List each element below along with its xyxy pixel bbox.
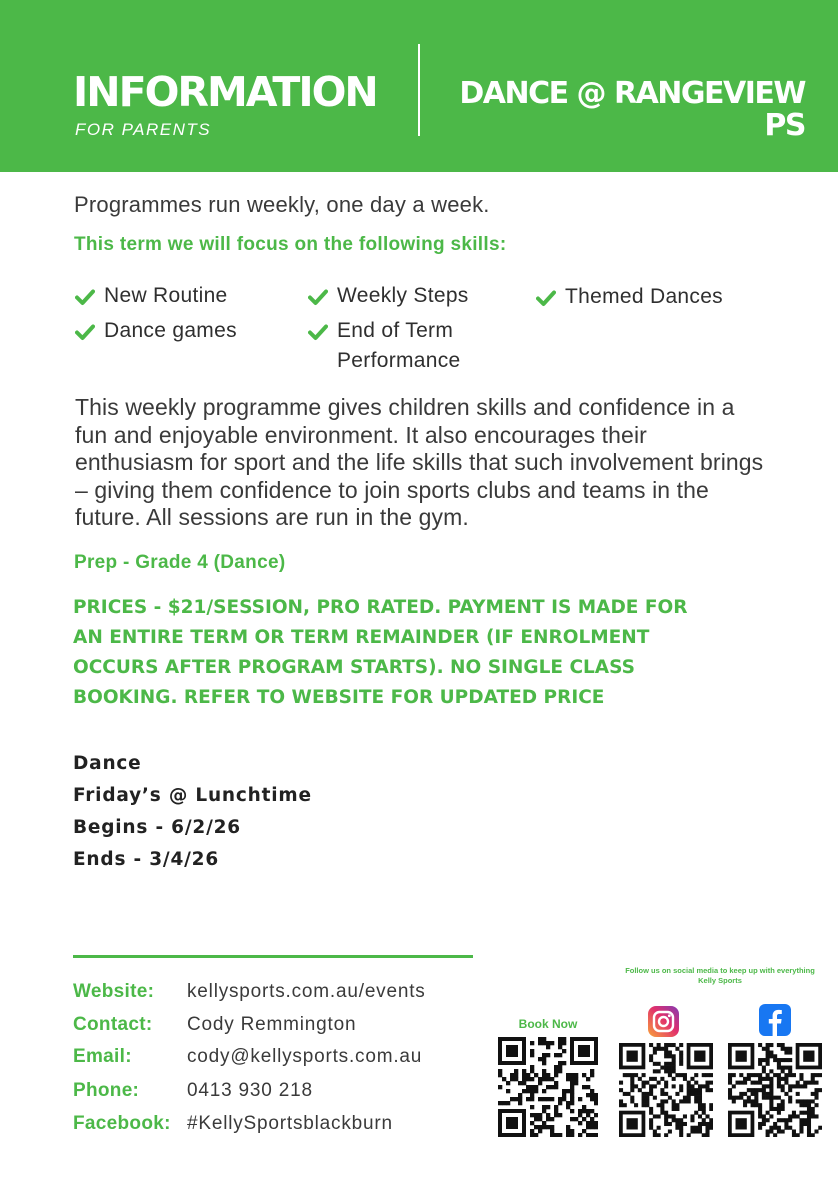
- end-date: Ends - 3/4/26: [73, 849, 220, 870]
- skill-label: End of Term Performance: [337, 319, 461, 372]
- book-now-qr-code[interactable]: [498, 1037, 598, 1137]
- intro-text: Programmes run weekly, one day a week.: [74, 192, 490, 217]
- check-icon: [308, 287, 328, 307]
- check-icon: [536, 288, 556, 308]
- instagram-qr-code[interactable]: [619, 1043, 713, 1137]
- programme-description: This weekly programme gives children skills and confidence in a fun and enjoyable environment. It also encourages their enthusiasm for sport and the life skills that such involvement brings – giving them confidence to join sports clubs and teams in the future. All sessions are run in the gym.: [75, 394, 764, 530]
- skill-item: [75, 281, 228, 311]
- check-icon: [75, 287, 95, 307]
- facebook-handle[interactable]: #KellySportsblackburn: [187, 1113, 393, 1134]
- website-link[interactable]: kellysports.com.au/events: [187, 981, 426, 1002]
- skill-item: [536, 282, 723, 312]
- age-group: Prep - Grade 4 (Dance): [74, 552, 286, 573]
- check-icon: [308, 322, 328, 342]
- website-label: Website:: [73, 981, 155, 1002]
- info-subtitle: FOR PARENTS: [75, 120, 212, 139]
- book-now-label: Book Now: [518, 1017, 578, 1031]
- activity-name: Dance: [73, 753, 142, 774]
- check-icon: [75, 322, 95, 342]
- contact-row-contact: [73, 1014, 356, 1036]
- skill-label: Weekly Steps: [337, 284, 469, 307]
- info-title: INFORMATION: [73, 68, 377, 116]
- session-details: [73, 748, 312, 876]
- phone-label: Phone:: [73, 1080, 140, 1101]
- skill-label: New Routine: [104, 284, 228, 307]
- email-label: Email:: [73, 1046, 132, 1067]
- facebook-icon[interactable]: [759, 1004, 791, 1036]
- skill-item: [75, 316, 237, 346]
- skill-label: Themed Dances: [565, 285, 723, 308]
- phone-number[interactable]: 0413 930 218: [187, 1080, 313, 1101]
- skills-heading: This term we will focus on the following skills:: [74, 234, 507, 255]
- contact-row-website: [73, 981, 426, 1003]
- header-divider: [418, 44, 420, 136]
- prices-notice: PRICES - $21/SESSION, PRO RATED. PAYMENT IS MADE FOR AN ENTIRE TERM OR TERM REMAINDER (IF ENROLMENT OCCURS AFTER PROGRAM STARTS). NO SINGLE CLASS BOOKING. REFER TO WEBSITE FOR UPDATED PRICE: [73, 597, 688, 708]
- contact-name: Cody Remmington: [187, 1014, 357, 1035]
- contact-row-phone: [73, 1080, 313, 1102]
- skill-item: [308, 316, 488, 376]
- skill-item: [308, 281, 469, 311]
- email-link[interactable]: cody@kellysports.com.au: [187, 1046, 423, 1067]
- contact-label: Contact:: [73, 1014, 153, 1035]
- contact-row-email: [73, 1046, 422, 1068]
- header-banner: [0, 0, 838, 172]
- skill-label: Dance games: [104, 319, 237, 342]
- contact-divider: [73, 955, 473, 958]
- school-title: DANCE @ RANGEVIEW PS: [459, 76, 805, 143]
- contact-row-facebook: [73, 1113, 393, 1135]
- social-note: Follow us on social media to keep up with everything Kelly Sports: [625, 966, 815, 985]
- session-day: Friday’s @ Lunchtime: [73, 785, 312, 806]
- facebook-label: Facebook:: [73, 1113, 171, 1134]
- facebook-qr-code[interactable]: [728, 1043, 822, 1137]
- begin-date: Begins - 6/2/26: [73, 817, 241, 838]
- instagram-icon[interactable]: [648, 1006, 679, 1037]
